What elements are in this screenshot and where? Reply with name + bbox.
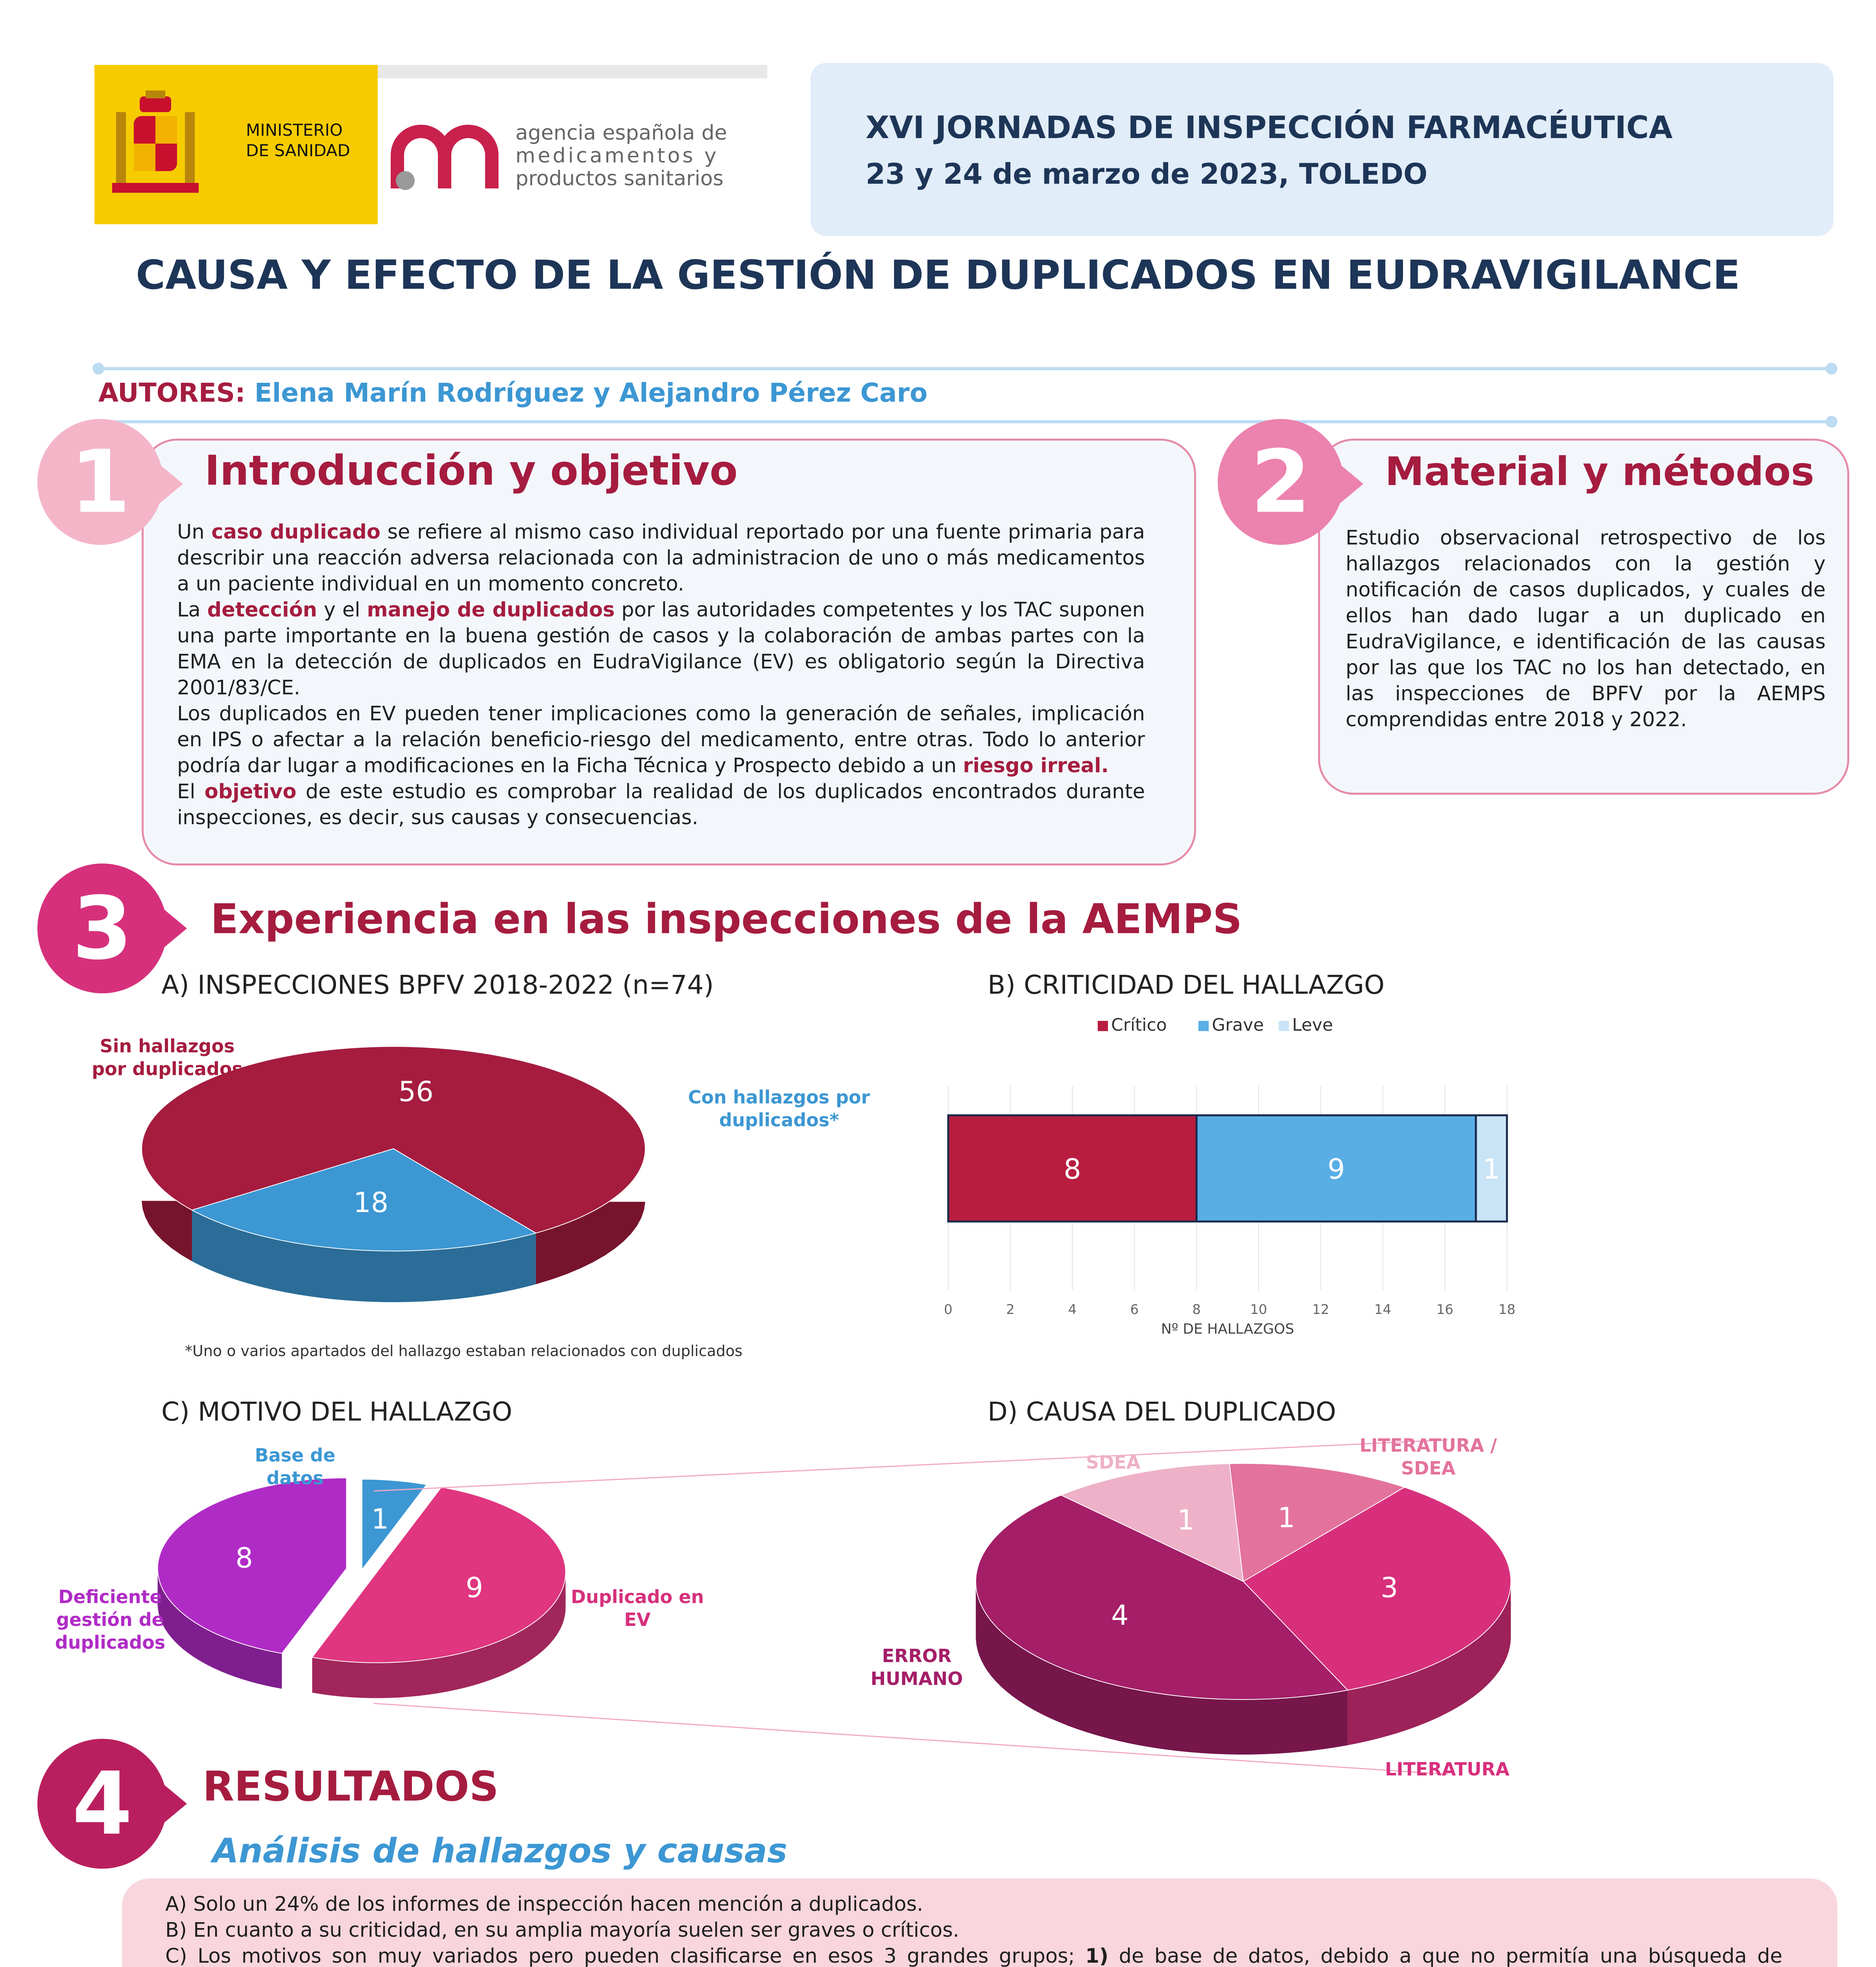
results-subtitle: Análisis de hallazgos y causas [212, 1831, 788, 1871]
section-1-number: 1 [70, 432, 131, 532]
divider-top [98, 367, 1830, 370]
chart-b-tick-1: 2 [1006, 1302, 1015, 1317]
section-3-badge [37, 864, 167, 993]
section-2-badge [1218, 419, 1344, 545]
intro-paragraph-2: La detección y el manejo de duplicados por las autoridades competentes y los TAC suponen una parte importante en la buena gestión de casos y la colaboración de ambas partes con la EMA en la detección de duplicados en EudraVigilance (EV) es obligatorio según la Directiva 2001/83/CE. [177, 598, 1145, 699]
section-2-number: 2 [1250, 432, 1311, 532]
chart-d-value-label-2: 3 [1380, 1572, 1398, 1604]
agency-line-3: productos sanitarios [515, 167, 724, 190]
event-banner [811, 63, 1834, 236]
chart-a-value-label-0: 56 [398, 1075, 434, 1108]
chart-b-tick-3: 6 [1130, 1302, 1139, 1317]
chart-b-legend-label-2: Leve [1292, 1015, 1333, 1035]
agency-logo-box [378, 65, 767, 224]
section-1-arrow [159, 464, 183, 504]
section-4-number: 4 [72, 1753, 133, 1854]
chart-b-tick-6: 12 [1312, 1302, 1329, 1317]
section-3-arrow [163, 909, 187, 948]
chart-b-value-label-2: 1 [1483, 1153, 1500, 1185]
ministry-name: MINISTERIO DE SANIDAD [246, 120, 350, 160]
chart-b-tick-9: 18 [1498, 1302, 1516, 1317]
section-3-title: Experiencia en las inspecciones de la AEMPS [210, 895, 1243, 943]
chart-c-title: C) MOTIVO DEL HALLAZGO [161, 1397, 512, 1427]
chart-a-value-label-1: 18 [353, 1186, 389, 1219]
chart-d-value-label-0: 1 [1177, 1504, 1195, 1537]
chart-b-bar [917, 1007, 1546, 1353]
agency-name [515, 122, 727, 190]
chart-b-legend-label-1: Grave [1212, 1015, 1264, 1035]
event-title: XVI JORNADAS DE INSPECCIÓN FARMACÉUTICA [866, 110, 1673, 146]
chart-d-label-error: ERROR HUMANO [870, 1645, 963, 1689]
section-4-title: RESULTADOS [203, 1762, 499, 1810]
chart-c-label-deficiente: Deficiente gestión de duplicados [55, 1586, 166, 1653]
chart-a-label-sin: Sin hallazgos por duplicados [92, 1035, 243, 1079]
divider-dot-right-2 [1826, 416, 1837, 428]
divider-bottom [98, 420, 1830, 423]
chart-b-value-label-0: 8 [1064, 1153, 1081, 1185]
authors-names: Elena Marín Rodríguez y Alejandro Pérez Caro [254, 378, 928, 408]
aemps-logo-icon [390, 118, 508, 192]
chart-b-tick-8: 16 [1436, 1302, 1453, 1317]
divider-dot-left-1 [92, 363, 104, 375]
section-3-number: 3 [72, 878, 133, 979]
chart-b-tick-5: 10 [1250, 1302, 1267, 1317]
chart-b-value-label-1: 9 [1327, 1153, 1345, 1185]
chart-d-label-lit-sdea: LITERATURA / SDEA [1359, 1435, 1497, 1479]
chart-c-value-label-0: 1 [371, 1503, 389, 1535]
intro-paragraph-4: El objetivo de este estudio es comprobar la realidad de los duplicados encontrados durante inspecciones, es decir, sus causas y consecuencias. [177, 780, 1145, 829]
intro-paragraph-1: Un caso duplicado se refiere al mismo caso individual reportado por una fuente primaria para describir una reacción adversa relacionada con la administracion de uno o más medicamentos a un paciente individual en un momento concreto. [177, 520, 1145, 596]
chart-c-value-label-2: 8 [235, 1542, 253, 1574]
section-2-arrow [1340, 464, 1363, 504]
section-1-title: Introducción y objetivo [205, 447, 738, 495]
chart-b-tick-0: 0 [944, 1302, 953, 1317]
chart-d-label-sdea: SDEA [1086, 1452, 1141, 1473]
chart-b-title: B) CRITICIDAD DEL HALLAZGO [988, 970, 1385, 1000]
chart-d-value-label-3: 4 [1111, 1599, 1129, 1631]
section-1-badge [37, 419, 163, 545]
chart-b-legend-swatch-2 [1279, 1021, 1289, 1031]
results-text [165, 1891, 1782, 1967]
chart-c-label-base: Base de datos [255, 1445, 336, 1489]
chart-a-footnote: *Uno o varios apartados del hallazgo estaban relacionados con duplicados [185, 1342, 743, 1360]
chart-d-label-literatura: LITERATURA [1385, 1758, 1510, 1780]
divider-dot-right-1 [1826, 363, 1837, 375]
intro-text [177, 519, 1145, 831]
chart-d-value-label-1: 1 [1278, 1502, 1295, 1534]
chart-a-label-con: Con hallazgos por duplicados* [688, 1087, 870, 1131]
agency-line-1: agencia española de [515, 121, 727, 145]
methods-text: Estudio observacional retrospectivo de los hallazgos relacionados con la gestión y notificación de casos duplicados, y cuales de ellos han dado lugar a un duplicado en EudraVigilance, e identificación de las causas por las que los TAC no los han detectado, en las inspecciones de BPFV por la AEMPS comprendidas entre 2018 y 2022. [1346, 526, 1826, 731]
chart-b-tick-2: 4 [1068, 1302, 1077, 1317]
chart-b-tick-4: 8 [1192, 1302, 1201, 1317]
chart-b-legend-swatch-1 [1198, 1021, 1209, 1031]
event-date: 23 y 24 de marzo de 2023, TOLEDO [866, 157, 1428, 190]
chart-b-legend-swatch-0 [1098, 1021, 1108, 1031]
authors [98, 378, 927, 408]
chart-d-title: D) CAUSA DEL DUPLICADO [988, 1397, 1336, 1427]
authors-label: AUTORES: [98, 378, 246, 408]
section-4-badge [37, 1739, 167, 1869]
coat-of-arms-icon [112, 89, 199, 203]
result-b: B) En cuanto a su criticidad, en su amplia mayoría suelen ser graves o críticos. [165, 1919, 959, 1942]
ministry-logo-box [94, 65, 378, 224]
chart-c-value-label-1: 9 [465, 1571, 483, 1604]
page-title: CAUSA Y EFECTO DE LA GESTIÓN DE DUPLICADOS EN EUDRAVIGILANCE [136, 252, 1740, 299]
chart-d-pie [960, 1456, 1550, 1778]
chart-c-label-duplicado: Duplicado en EV [571, 1586, 704, 1630]
intro-paragraph-3: Los duplicados en EV pueden tener implicaciones como la generación de señales, implicación en IPS o afectar a la relación beneficio-riesgo del medicamento, entre otras. Todo lo anterior podría dar lugar a modificaciones en la Ficha Técnica y Prospecto debido a un riesgo irreal. [177, 702, 1145, 777]
result-a: A) Solo un 24% de los informes de inspección hacen mención a duplicados. [165, 1893, 923, 1916]
chart-b-xlabel: Nº DE HALLAZGOS [1161, 1321, 1294, 1337]
chart-a-title: A) INSPECCIONES BPFV 2018-2022 (n=74) [161, 970, 714, 1000]
chart-b-tick-7: 14 [1374, 1302, 1392, 1317]
section-2-title: Material y métodos [1385, 448, 1815, 495]
agency-line-2: medicamentos y [515, 144, 719, 168]
section-4-arrow [163, 1784, 187, 1823]
chart-b-legend-label-0: Crítico [1111, 1015, 1167, 1035]
result-c: C) Los motivos son muy variados pero pueden clasificarse en esos 3 grandes grupos; 1) de base de datos, debido a que no permitía una búsqueda de [165, 1945, 1782, 1967]
